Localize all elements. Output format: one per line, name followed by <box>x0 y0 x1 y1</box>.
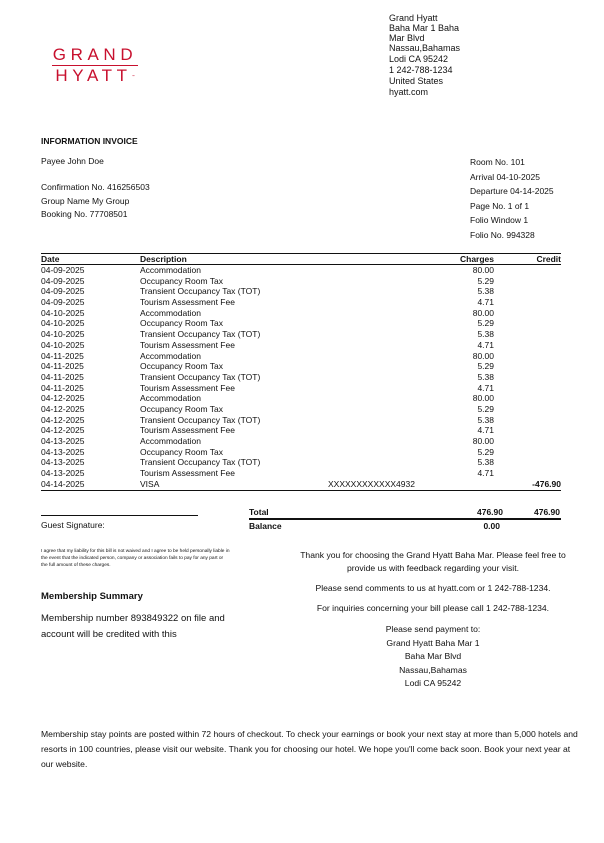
payment-line: Lodi CA 95242 <box>404 678 462 688</box>
grand-hyatt-logo <box>52 46 138 85</box>
total-charges: 476.90 <box>477 507 503 517</box>
row-date: 04-13-2025 <box>41 436 85 446</box>
confirmation-number: Confirmation No. 416256503 <box>41 182 150 192</box>
row-date: 04-12-2025 <box>41 403 85 414</box>
stay-details <box>470 155 554 242</box>
folio-number: Folio No. 994328 <box>470 229 535 240</box>
signature-line[interactable] <box>41 515 198 516</box>
charges-table <box>41 253 561 491</box>
row-description: Transient Occupancy Tax (TOT) <box>140 414 261 425</box>
row-description: Accommodation <box>140 393 201 404</box>
row-description: Tourism Assessment Fee <box>140 382 235 393</box>
row-date: 04-10-2025 <box>41 339 85 350</box>
table-row <box>41 351 561 362</box>
row-date: 04-10-2025 <box>41 329 85 340</box>
row-description: Transient Occupancy Tax (TOT) <box>140 286 261 297</box>
comments-message: Please send comments to us at hyatt.com or 1 242-788-1234. <box>315 583 551 593</box>
liability-disclaimer: I agree that my liability for this bill is not waived and I agree to be held personally liable in the event that the indicated person, company or association fails to pay for any part or the full amount of these charges. <box>41 549 230 569</box>
row-date: 04-11-2025 <box>41 350 84 361</box>
address-line: Grand Hyatt <box>389 13 438 23</box>
row-date: 04-13-2025 <box>41 457 85 468</box>
row-description: Occupancy Room Tax <box>140 361 223 372</box>
table-row <box>41 297 561 308</box>
row-date: 04-09-2025 <box>41 286 85 297</box>
header-date: Date <box>41 254 60 264</box>
header-credit: Credit <box>536 254 561 264</box>
address-line: Nassau,Bahamas <box>389 43 461 53</box>
address-line: Mar Blvd <box>389 33 425 43</box>
payment-address <box>296 623 570 691</box>
row-charges: 4.71 <box>477 382 494 393</box>
row-charges: 5.29 <box>477 318 494 329</box>
departure-date: Departure 04-14-2025 <box>470 186 554 196</box>
row-description: VISA <box>140 478 160 489</box>
group-name: Group Name My Group <box>41 196 130 206</box>
row-date: 04-13-2025 <box>41 446 85 457</box>
row-charges: 5.29 <box>477 275 494 286</box>
table-row <box>41 415 561 426</box>
membership-summary-title: Membership Summary <box>41 591 143 602</box>
table-end-rule <box>41 490 561 491</box>
total-credit: 476.90 <box>534 507 560 517</box>
table-row <box>41 329 561 340</box>
table-row <box>41 457 561 468</box>
row-description: Occupancy Room Tax <box>140 446 223 457</box>
table-row <box>41 383 561 394</box>
payment-line: Grand Hyatt Baha Mar 1 <box>386 637 480 648</box>
booking-number: Booking No. 77708501 <box>41 209 128 219</box>
row-description: Occupancy Room Tax <box>140 275 223 286</box>
table-row <box>41 436 561 447</box>
address-phone: 1 242-788-1234 <box>389 65 453 75</box>
address-line: Lodi CA 95242 <box>389 54 449 64</box>
balance-value: 0.00 <box>483 521 500 531</box>
trademark-symbol: ™ <box>131 74 135 78</box>
row-date: 04-09-2025 <box>41 275 85 286</box>
row-charges: 5.29 <box>477 446 494 457</box>
row-date: 04-12-2025 <box>41 414 85 425</box>
payee: Payee John Doe <box>41 156 104 166</box>
row-charges: 5.38 <box>477 329 494 340</box>
row-charges: 5.38 <box>477 371 494 382</box>
hotel-address <box>389 13 460 97</box>
table-row <box>41 265 561 276</box>
row-description: Tourism Assessment Fee <box>140 339 235 350</box>
row-date: 04-09-2025 <box>41 265 85 275</box>
row-charges: 5.38 <box>477 414 494 425</box>
total-label: Total <box>249 507 269 517</box>
totals-rule <box>249 518 561 520</box>
row-charges: 5.38 <box>477 457 494 468</box>
row-date: 04-11-2025 <box>41 382 84 393</box>
logo-line-hyatt <box>52 67 138 85</box>
row-date: 04-09-2025 <box>41 297 85 308</box>
hotel-website-link[interactable]: hyatt.com <box>389 87 429 97</box>
row-charges: 5.29 <box>477 361 494 372</box>
invoice-title: INFORMATION INVOICE <box>41 136 138 146</box>
header-description: Description <box>140 254 187 264</box>
table-body <box>41 265 561 489</box>
membership-summary-text: Membership number 893849322 on file and account will be credited with this <box>41 613 225 640</box>
row-date: 04-12-2025 <box>41 393 85 404</box>
row-date: 04-10-2025 <box>41 318 85 329</box>
membership-footer-note: Membership stay points are posted within 72 hours of checkout. To check your earnings or book your next stay at more than 5,000 hotels and resorts in 100 countries, please visit our website. Thank you for choosing our hotel. We hope you'll come back soon. Book your next year at our website. <box>41 729 578 769</box>
table-header <box>41 254 561 265</box>
row-charges: 5.29 <box>477 403 494 414</box>
row-description: Occupancy Room Tax <box>140 318 223 329</box>
row-charges: 4.71 <box>477 297 494 308</box>
table-row <box>41 468 561 479</box>
row-date: 04-11-2025 <box>41 361 84 372</box>
table-row <box>41 286 561 297</box>
table-row <box>41 425 561 436</box>
row-credit: -476.90 <box>532 478 561 489</box>
payment-line: Nassau,Bahamas <box>399 664 467 675</box>
row-date: 04-13-2025 <box>41 468 85 479</box>
row-charges: 4.71 <box>477 339 494 350</box>
room-number: Room No. 101 <box>470 157 525 167</box>
table-row <box>41 372 561 383</box>
row-date: 04-14-2025 <box>41 478 85 489</box>
address-country: United States <box>389 76 444 86</box>
table-row <box>41 318 561 329</box>
row-charges: 5.38 <box>477 286 494 297</box>
row-charges: 80.00 <box>472 393 494 404</box>
table-row <box>41 404 561 415</box>
table-row <box>41 393 561 404</box>
row-description: Accommodation <box>140 436 201 446</box>
row-date: 04-12-2025 <box>41 425 85 436</box>
row-charges: 80.00 <box>472 436 494 446</box>
table-row <box>41 308 561 319</box>
header-charges: Charges <box>459 254 494 264</box>
row-charges: 80.00 <box>472 307 494 318</box>
guest-signature-label: Guest Signature: <box>41 520 105 530</box>
row-description: Tourism Assessment Fee <box>140 468 235 479</box>
thank-you-message: Thank you for choosing the Grand Hyatt Baha Mar. Please feel free to provide us with feedback regarding your visit. <box>300 550 566 573</box>
table-row <box>41 361 561 372</box>
row-description: Transient Occupancy Tax (TOT) <box>140 457 261 468</box>
row-description: Tourism Assessment Fee <box>140 297 235 308</box>
table-row <box>41 479 561 490</box>
row-description: Tourism Assessment Fee <box>140 425 235 436</box>
payment-heading: Please send payment to: <box>385 624 481 634</box>
row-charges: 4.71 <box>477 425 494 436</box>
folio-window: Folio Window 1 <box>470 215 529 225</box>
inquiries-message: For inquiries concerning your bill please call 1 242-788-1234. <box>316 603 550 613</box>
logo-hyatt-text: HYATT <box>55 66 132 85</box>
balance-label: Balance <box>249 521 282 531</box>
row-description: Accommodation <box>140 307 201 318</box>
row-charges: 80.00 <box>472 265 494 275</box>
row-description: Transient Occupancy Tax (TOT) <box>140 371 261 382</box>
row-charges: 80.00 <box>472 350 494 361</box>
table-row <box>41 340 561 351</box>
row-charges: 4.71 <box>477 468 494 479</box>
row-date: 04-11-2025 <box>41 371 84 382</box>
row-description: Accommodation <box>140 350 201 361</box>
address-line: Baha Mar 1 Baha <box>389 23 460 33</box>
arrival-date: Arrival 04-10-2025 <box>470 171 540 182</box>
row-reference: XXXXXXXXXXXX4932 <box>328 478 415 489</box>
row-description: Occupancy Room Tax <box>140 403 223 414</box>
row-description: Transient Occupancy Tax (TOT) <box>140 329 261 340</box>
table-row <box>41 447 561 458</box>
row-description: Accommodation <box>140 265 201 275</box>
logo-line-grand: GRAND <box>52 45 138 64</box>
table-row <box>41 276 561 287</box>
payment-line: Baha Mar Blvd <box>404 651 462 661</box>
page-number: Page No. 1 of 1 <box>470 200 530 211</box>
row-date: 04-10-2025 <box>41 307 85 318</box>
